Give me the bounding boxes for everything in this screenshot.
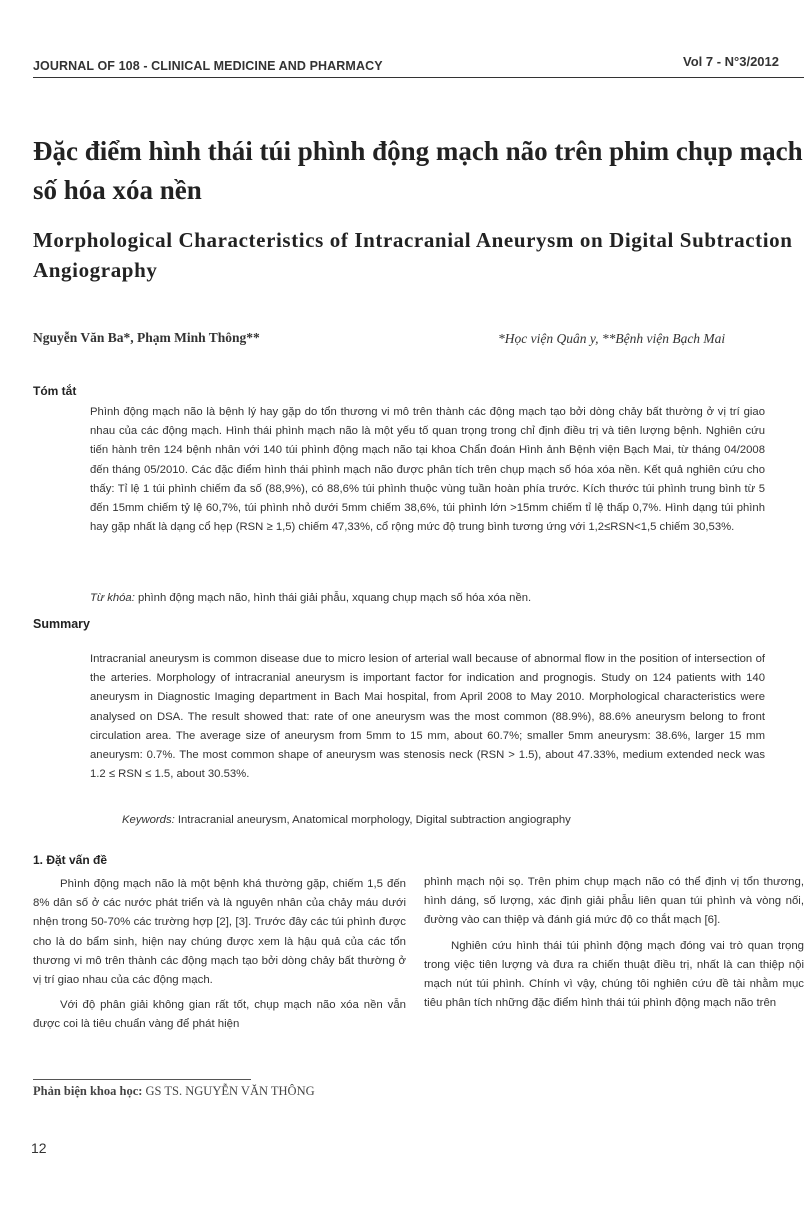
author-affiliations: *Học viện Quân y, **Bệnh viện Bạch Mai xyxy=(498,331,726,346)
abstract-heading-vi: Tóm tắt xyxy=(33,384,77,398)
section-heading-introduction: 1. Đặt vấn đề xyxy=(33,853,108,867)
page-number: 12 xyxy=(31,1140,47,1156)
article-title-english: Morphological Characteristics of Intracranial Aneurysm on Digital Subtraction Angiography xyxy=(33,228,793,282)
intro-paragraph: phình mạch nội sọ. Trên phim chụp mạch não có thể định vị tổn thương, hình dáng, số lượng, xác định giải phẫu liên quan túi phình và vòng nối, đường vào can thiệp và đánh giá mức độ co thắt mạch [6]. xyxy=(424,876,804,927)
abstract-body-en: Intracranial aneurysm is common disease due to micro lesion of arterial wall because of abnormal flow in the position of intersection of the arteries. Morphology of intracranial aneurysm is important factor for indication and prognogis. Study on 124 patients with 140 aneurysm in Diagnostic Imaging department in Bach Mai hospital, from April 2008 to May 2010. Morphological characteristics were analysed on DSA. The result showed that: rate of one aneurysm was the most common (88.9%), 88.6% aneurysm belong to front circulation area. The average size of aneurysm from 5mm to 15 mm, about 60.7%; smaller 5mm aneurysm: 38.6%, larger 15 mm aneurysm: 0.7%. The most common shape of aneurysm was stenosis neck (RSN > 1.5), about 47.33%, medium extended neck was 1.2 ≤ RSN ≤ 1.5, about 30.53%. xyxy=(90,653,765,781)
journal-name: JOURNAL OF 108 - CLINICAL MEDICINE AND PHARMACY xyxy=(33,59,383,73)
intro-paragraph: Phình động mạch não là một bệnh khá thường gặp, chiếm 1,5 đến 8% dân số ở các nước phát triển và là nguyên nhân của chảy máu dưới nhện trong 50-70% các trường hợp [2], [3]. Trước đây các túi phình được cho là do bẩm sinh, hiện nay chúng được xem là hậu quả của các tổn thương vi mô trên thành các động mạch tạo bởi dòng chảy bất thường ở vị trí giao nhau của các động mạch. xyxy=(33,878,406,987)
scientific-reviewer xyxy=(33,1084,315,1099)
keywords-vi xyxy=(90,592,531,604)
reviewer-label: Phản biện khoa học: xyxy=(33,1084,143,1098)
author-list: Nguyễn Văn Ba*, Phạm Minh Thông** xyxy=(33,330,260,345)
abstract-heading-en: Summary xyxy=(33,617,90,631)
reviewer-name: GS TS. NGUYỄN VĂN THÔNG xyxy=(142,1084,315,1098)
keywords-vi-label: Từ khóa: xyxy=(90,592,135,604)
intro-paragraph: Với độ phân giải không gian rất tốt, chụp mạch não xóa nền vẫn được coi là tiêu chuẩn vàng để phát hiện xyxy=(33,999,406,1031)
keywords-en-text: Intracranial aneurysm, Anatomical morphology, Digital subtraction angiography xyxy=(174,814,571,826)
volume-number: Vol 7 - N°3/2012 xyxy=(683,54,780,69)
keywords-en xyxy=(122,814,571,826)
intro-left-column xyxy=(33,875,406,1035)
abstract-body-vi: Phình động mạch não là bệnh lý hay gặp do tổn thương vi mô trên thành các động mạch tạo bởi dòng chảy bất thường ở vị trí giao nhau của các động mạch. Hình thái phình mạch não là một yếu tố quan trọng trong chỉ định điều trị và tiên lượng bệnh. Nghiên cứu tiến hành trên 124 bệnh nhân với 140 túi phình động mạch não tại khoa Chẩn đoán Hình ảnh Bệnh viện Bạch Mai, từ tháng 04/2008 đến tháng 05/2010. Các đặc điểm hình thái phình mạch não được phân tích trên chụp mạch số hóa xóa nền. Kết quả nghiên cứu cho thấy: Tỉ lệ 1 túi phình chiếm đa số (88,9%), có 88,6% túi phình thuộc vùng tuần hoàn phía trước. Kích thước túi phình trung bình từ 5 đến 15mm chiếm tỷ lệ 60,7%, túi phình nhỏ dưới 5mm chiếm 38,6%, túi phình lớn >15mm chiếm tỉ lệ thấp 0,7%. Hình dạng túi phình hay gặp nhất là dạng cổ hẹp (RSN ≥ 1,5) chiếm 47,33%, cổ rộng mức độ trung bình tương ứng với 1,2≤RSN<1,5 chiếm 30,53%. xyxy=(90,406,765,534)
article-title-vietnamese: Đặc điểm hình thái túi phình động mạch não trên phim chụp mạch số hóa xóa nền xyxy=(33,136,803,205)
intro-right-column xyxy=(424,873,804,1013)
footnote-divider xyxy=(33,1079,251,1080)
keywords-vi-text: phình động mạch não, hình thái giải phẫu, xquang chụp mạch số hóa xóa nền. xyxy=(134,592,532,604)
keywords-en-label: Keywords: xyxy=(122,814,175,826)
intro-paragraph: Nghiên cứu hình thái túi phình động mạch đóng vai trò quan trọng trong việc tiên lượng và đưa ra chiến thuật điều trị, nhất là can thiệp nội mạch nút túi phình. Chính vì vậy, chúng tôi nghiên cứu đề tài nhằm mục tiêu phân tích những đặc điểm hình thái túi phình động mạch não trên xyxy=(424,939,804,1010)
header-divider xyxy=(33,77,804,78)
